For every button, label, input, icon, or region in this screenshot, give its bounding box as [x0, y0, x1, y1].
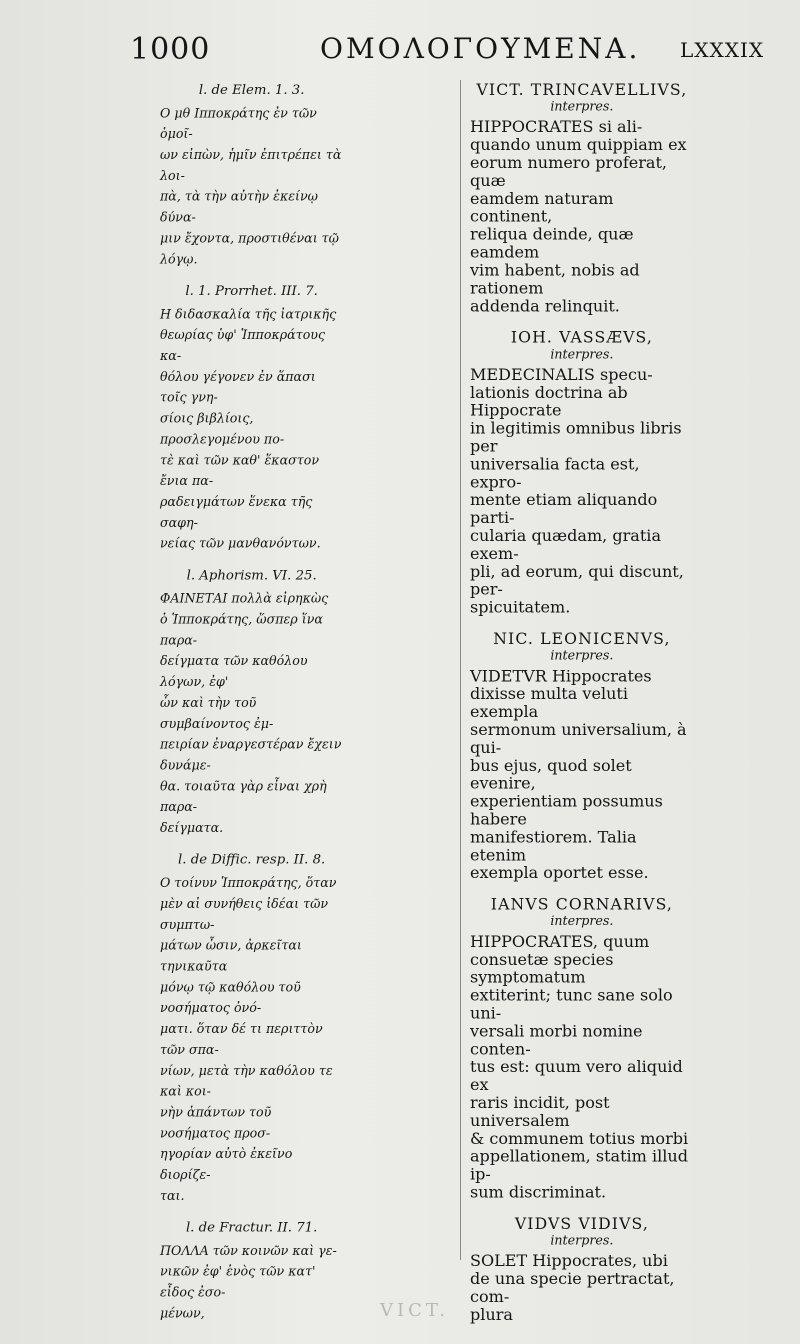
- text-line: νίων, μετὰ τὴν καθόλου τε καὶ κοι-: [160, 1062, 333, 1099]
- text-line: spicuitatem.: [470, 598, 571, 618]
- text-line: & communem totius morbi: [470, 1129, 689, 1149]
- text-line: νείας τῶν μανθανόντων.: [160, 535, 321, 551]
- translator-role: interpres.: [550, 914, 614, 929]
- citation-reference: l. de Diffic. resp. II. 8.: [178, 851, 326, 867]
- text-line: ὧν καὶ τὴν τοῦ συμβαίνοντος ἐμ-: [160, 694, 274, 731]
- greek-passage: [160, 103, 343, 270]
- text-line: extiterint; tunc sane solo uni-: [470, 986, 673, 1023]
- page-header: [0, 28, 800, 68]
- text-line: exempla oportet esse.: [470, 864, 649, 883]
- translator-role: interpres.: [550, 347, 614, 362]
- text-line: sum discriminat.: [470, 1183, 607, 1202]
- signature-mark: LXXXIX: [680, 38, 765, 62]
- text-line: lationis doctrina ab Hippocrate: [470, 383, 628, 421]
- translator-name: IOH. VASSÆVS,: [510, 328, 653, 347]
- greek-passage: [160, 1240, 343, 1323]
- text-line: experientiam possumus habere: [470, 792, 663, 829]
- text-line: versali morbi nomine conten-: [470, 1022, 643, 1059]
- text-line: ηγορίαν αὐτὸ ἐκεῖνο διορίζε-: [160, 1146, 293, 1183]
- text-line: raris incidit, post universalem: [470, 1093, 610, 1131]
- citation-reference: l. 1. Prorrhet. III. 7.: [185, 282, 318, 299]
- text-line: νὴν ἁπάντων τοῦ νοσήματος προσ-: [160, 1104, 272, 1141]
- latin-passage: [470, 1253, 694, 1325]
- text-line: ται.: [160, 1187, 185, 1204]
- text-line: μιν ἔχοντα, προστιθέναι τῷ λόγῳ.: [160, 230, 339, 267]
- text-line: in legitimis omnibus libris per: [470, 419, 682, 456]
- text-line: tus est: quum vero aliquid ex: [470, 1058, 683, 1095]
- latin-passage: [470, 366, 694, 617]
- text-line: ΠΟΛΛΑ τῶν κοινῶν καὶ γε-: [160, 1242, 337, 1259]
- text-line: eorum numero proferat, quæ: [470, 153, 668, 191]
- text-line: Η διδασκαλία τῆς ἰατρικῆς: [160, 306, 337, 322]
- running-title: ΟΜΟΛΟΓΟΥΜΕΝΑ.: [320, 32, 641, 65]
- text-line: mente etiam aliquando parti-: [470, 491, 658, 528]
- bleed-through-text: VICT.: [380, 1300, 449, 1321]
- text-line: πὰ, τὰ τὴν αὐτὴν ἐκείνῳ δύνα-: [160, 188, 318, 225]
- text-line: vim habent, nobis ad rationem: [470, 261, 640, 298]
- text-line: addenda relinquit.: [470, 297, 620, 316]
- translator-name: VIDVS VIDIVS,: [514, 1214, 649, 1233]
- text-line: μένων,: [160, 1305, 205, 1321]
- text-line: σίοις βιβλίοις, προσλεγομένου πο-: [160, 410, 285, 447]
- text-line: bus ejus, quod solet evenire,: [470, 756, 632, 794]
- text-line: quando unum quippiam ex: [470, 135, 687, 155]
- column-divider: [460, 80, 461, 1260]
- text-line: plura: [470, 1305, 513, 1325]
- text-line: dixisse multa veluti exempla: [470, 685, 628, 722]
- page-number: 1000: [130, 32, 211, 67]
- text-line: manifestiorem. Talia etenim: [470, 828, 637, 865]
- text-line: HIPPOCRATES si ali-: [470, 118, 643, 137]
- text-line: δείγματα.: [160, 820, 224, 836]
- text-line: reliqua deinde, quæ eamdem: [470, 225, 634, 263]
- translator-role: interpres.: [550, 1233, 614, 1249]
- greek-column: [160, 80, 343, 1324]
- latin-passage: [470, 933, 694, 1202]
- greek-passage: [160, 873, 343, 1207]
- text-line: MEDECINALIS specu-: [470, 365, 653, 385]
- text-line: μόνῳ τῷ καθόλου τοῦ νοσήματος ὀνό-: [160, 979, 301, 1016]
- greek-passage: [160, 588, 343, 838]
- text-line: τὲ καὶ τῶν καθ' ἕκαστον ἔνια πα-: [160, 452, 320, 489]
- text-line: θεωρίας ὑφ' Ἱπποκράτους κα-: [160, 327, 326, 364]
- text-line: appellationem, statim illud ip-: [470, 1147, 688, 1185]
- latin-passage: [470, 119, 694, 316]
- translator-name: IANVS CORNARIVS,: [490, 895, 674, 914]
- text-line: cularia quædam, gratia exem-: [470, 526, 662, 564]
- text-line: θόλου γέγονεν ἐν ἅπασι τοῖς γνη-: [160, 368, 316, 405]
- citation-reference: l. de Elem. 1. 3.: [198, 81, 305, 98]
- translator-role: interpres.: [550, 99, 614, 115]
- text-line: pli, ad eorum, qui discunt, per-: [470, 562, 684, 600]
- text-line: ὁ Ἱπποκράτης, ὥσπερ ἵνα παρα-: [160, 611, 323, 648]
- text-line: consuetæ species symptomatum: [470, 950, 614, 988]
- text-line: VIDETVR Hippocrates: [470, 667, 652, 686]
- citation-reference: l. de Fractur. II. 71.: [185, 1219, 318, 1235]
- text-line: SOLET Hippocrates, ubi: [470, 1251, 668, 1271]
- text-line: Ο τοίνυν Ἱπποκράτης, ὅταν: [160, 875, 337, 891]
- text-line: eamdem naturam continent,: [470, 189, 614, 227]
- greek-passage: [160, 304, 343, 554]
- text-line: de una specie pertractat, com-: [470, 1269, 675, 1307]
- text-line: νικῶν ἐφ' ἑνὸς τῶν κατ' εἶδος ἐσο-: [160, 1263, 316, 1300]
- translator-role: interpres.: [550, 648, 614, 664]
- text-line: ΦΑΙΝΕΤΑΙ πολλὰ εἰρηκὼς: [160, 590, 329, 606]
- text-line: πειρίαν ἐναργεστέραν ἔχειν δυνάμε-: [160, 736, 342, 773]
- text-line: θα. τοιαῦτα γὰρ εἶναι χρὴ παρα-: [160, 778, 327, 815]
- text-line: μὲν αἱ συνήθεις ἰδέαι τῶν συμπτω-: [160, 895, 329, 932]
- citation-reference: l. Aphorism. VI. 25.: [186, 567, 317, 583]
- translator-name: VICT. TRINCAVELLIVS,: [476, 80, 688, 99]
- latin-column: [470, 80, 694, 1324]
- latin-passage: [470, 668, 694, 883]
- text-line: ραδειγμάτων ἕνεκα τῆς σαφη-: [160, 493, 313, 530]
- translator-name: NIC. LEONICENVS,: [493, 629, 671, 648]
- text-line: HIPPOCRATES, quum: [470, 932, 650, 952]
- text-line: sermonum universalium, à qui-: [470, 720, 687, 758]
- text-line: ματι. ὅταν δέ τι περιττὸν τῶν σπα-: [160, 1021, 323, 1058]
- text-line: Ο μθ Ιπποκράτης ἐν τῶν ὁμοῖ-: [160, 105, 317, 142]
- text-line: universalia facta est, expro-: [470, 455, 640, 492]
- text-line: μάτων ὦσιν, ἀρκεῖται τηνικαῦτα: [160, 937, 302, 974]
- text-line: ων εἰπὼν, ἡμῖν ἐπιτρέπει τὰ λοι-: [160, 146, 342, 184]
- text-line: δείγματα τῶν καθόλου λόγων, ἐφ': [160, 653, 308, 690]
